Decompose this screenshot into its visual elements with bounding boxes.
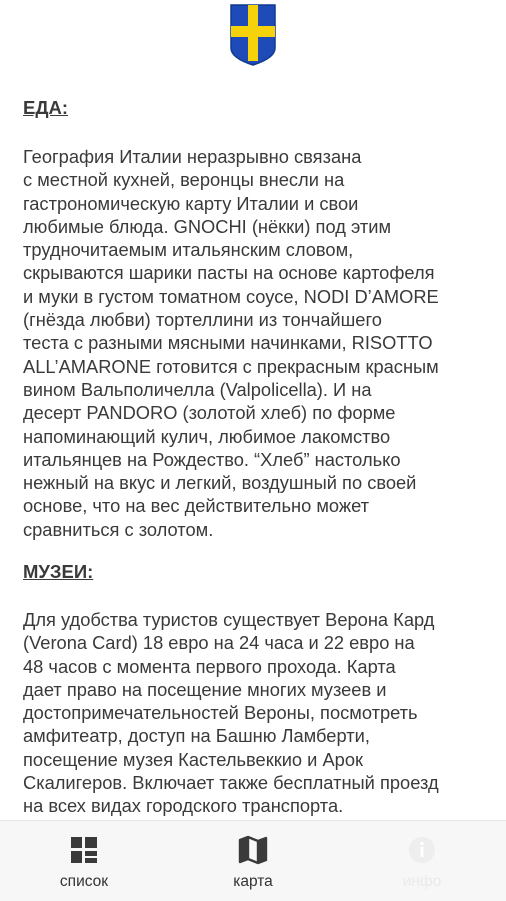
section-text-food: География Италии неразрывно связана с местной кухней, веронцы внесли на гастрономическую карту Италии и свои любимые блюда. GNOCHI (нёкки) под этим трудночитаемым итальянским словом, скрываются шарики пасты на основе картофеля и муки в густом томатном соусе, NODI D’AMORE (гнёзда любви) тортеллини из тончайшего теста с разными мясными начинками, RISOTTO ALL’AMARONE готовится с прекрасным красным вином Вальполичелла (Valpolicella). И на десерт PANDORO (золотой хлеб) по форме напоминающий кулич, любимое лакомство итальянцев на Рождество. “Хлеб” настолько нежный на вкус и легкий, воздушный по своей основе, что на вес действительно может сравниться с золотом. xyxy=(23,146,439,540)
nav-item-info[interactable] xyxy=(338,821,506,901)
map-icon xyxy=(238,835,268,865)
nav-label-list: список xyxy=(59,873,109,890)
grid-list-icon xyxy=(69,835,99,865)
info-icon xyxy=(407,835,437,865)
verona-coat-of-arms-icon xyxy=(230,4,276,66)
section-title-museums: МУЗЕИ: xyxy=(23,561,94,582)
nav-label-map: карта xyxy=(233,873,273,890)
nav-item-list[interactable] xyxy=(0,821,168,901)
nav-label-info: инфо xyxy=(402,873,442,890)
nav-item-map[interactable] xyxy=(169,821,337,901)
section-text-museums: Для удобства туристов существует Верона Кард (Verona Card) 18 евро на 24 часа и 22 евро на 48 часов с момента первого прохода. Карта дает право на посещение многих музеев и достопримечательностей Вероны, посмотреть амфитеатр, доступ на Башню Ламберти, посещение музея Кастельвеккио и Арок Скалигеров. Включает также бесплатный проезд на всех видах городского транспорта. xyxy=(23,609,439,817)
bottom-navigation xyxy=(0,820,506,901)
section-title-food: ЕДА: xyxy=(23,97,69,118)
